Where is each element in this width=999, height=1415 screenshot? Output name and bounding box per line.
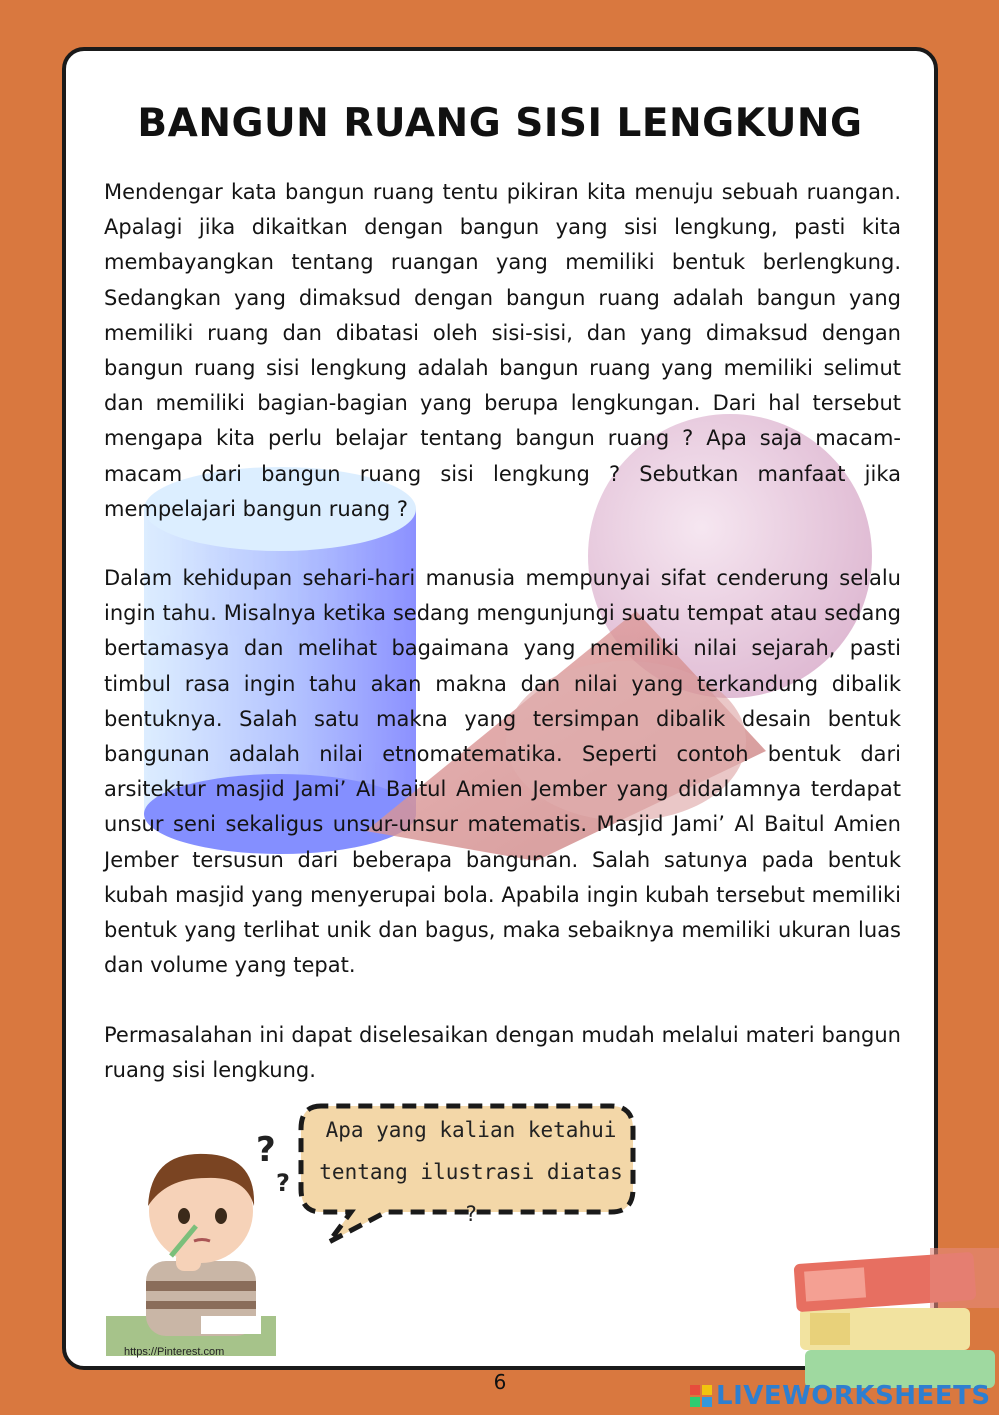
image-credit: https://Pinterest.com — [124, 1346, 225, 1358]
bubble-line-2: tentang ilustrasi diatas ? — [319, 1160, 623, 1226]
page-number: 6 — [493, 1370, 507, 1394]
page-title: BANGUN RUANG SISI LENGKUNG — [137, 101, 863, 146]
book-stack-illustration — [790, 1238, 999, 1388]
liveworksheets-wordmark: LIVEWORKSHEETS — [716, 1381, 991, 1411]
paragraph-conclusion: Permasalahan ini dapat diselesaikan dengan mudah melalui materi bangun ruang sisi lengkung. — [104, 1023, 901, 1083]
liveworksheets-watermark — [690, 1382, 991, 1410]
paragraph-context: Dalam kehidupan sehari-hari manusia mempunyai sifat cenderung selalu ingin tahu. Misalnya ketika sedang mengunjungi suatu tempat atau sedang bertamasya dan melihat bagaimana yang memiliki nilai sejarah, pasti timbul rasa ingin tahu akan makna dan nilai yang terkandung dibalik bentuknya. Salah satu makna yang tersimpan dibalik desain bentuk bangunan adalah nilai etnomatematika. Seperti contoh bentuk dari arsitektur masjid Jami’ Al Baitul Amien Jember yang didalamnya terdapat unsur seni sekaligus unsur-unsur matematis. Masjid Jami’ Al Baitul Amien Jember tersusun dari beberapa bangunan. Salah satunya pada bentuk kubah masjid yang menyerupai bola. Apabila ingin kubah tersebut memiliki bentuk yang terlihat unik dan bagus, maka sebaiknya memiliki ukuran luas dan volume yang tepat. — [104, 566, 901, 978]
liveworksheets-logo-icon — [690, 1385, 712, 1407]
bubble-question — [311, 1109, 631, 1235]
paragraph-intro: Mendengar kata bangun ruang tentu pikiran kita menuju sebuah ruangan. Apalagi jika dikaitkan dengan bangun yang sisi lengkung, pasti kita membayangkan tentang ruangan yang memiliki bentuk berlengkung. Sedangkan yang dimaksud dengan bangun ruang adalah bangun yang memiliki ruang dan dibatasi oleh sisi-sisi, dan yang dimaksud dengan bangun ruang sisi lengkung adalah bangun ruang yang memiliki selimut dan memiliki bagian-bagian yang berupa lengkungan. Dari hal tersebut mengapa kita perlu belajar tentang bangun ruang ? Apa saja macam-macam dari bangun ruang sisi lengkung ? Sebutkan manfaat jika mempelajari bangun ruang ? — [104, 180, 901, 521]
svg-text:?: ? — [276, 1169, 290, 1197]
svg-text:?: ? — [256, 1130, 276, 1170]
thinking-boy-illustration — [106, 1116, 306, 1356]
bubble-line-1: Apa yang kalian ketahui — [325, 1118, 617, 1142]
worksheet-card — [62, 47, 938, 1370]
